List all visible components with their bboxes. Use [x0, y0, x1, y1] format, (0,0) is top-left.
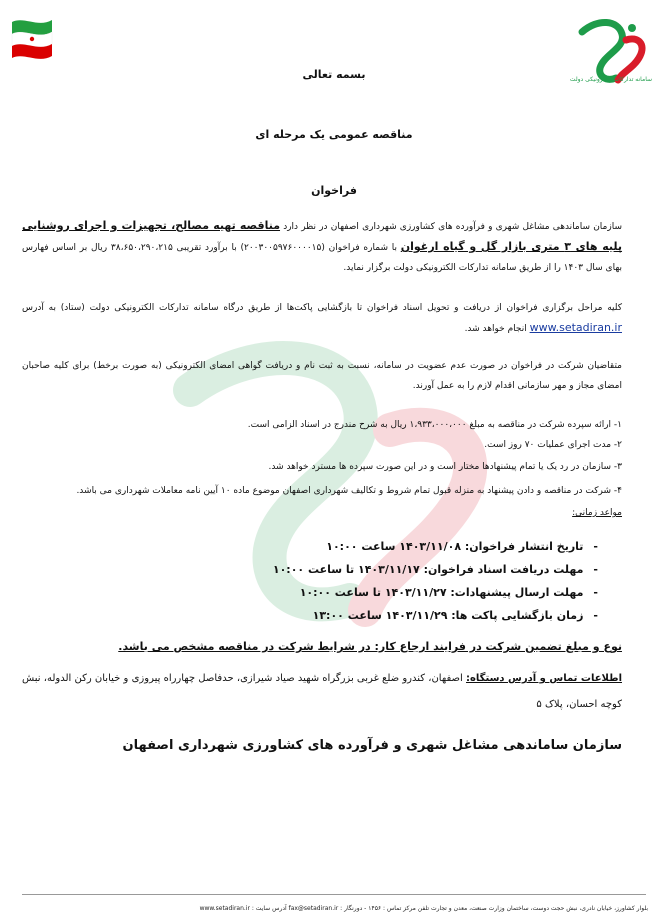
bullet-dash-icon: -: [593, 540, 598, 553]
deadlines-heading: مواعد زمانی:: [572, 508, 622, 518]
deadline-opening: زمان بازگشایی پاکت ها: ۱۴۰۳/۱۱/۲۹ ساعت ۱۳:۰۰: [312, 609, 584, 622]
condition-item: ۲- مدت اجرای عملیات ۷۰ روز است.: [484, 440, 622, 450]
tender-subject: مناقصه تهیه مصالح، تجهیزات و اجرای روشنایی پلیه های ۳ متری بازار گل و گیاه ارغوان: [22, 219, 623, 253]
deadline-item: [313, 609, 598, 622]
deadline-item: [300, 586, 598, 599]
footer-contact: بلوار کشاورز، خیابان نادری، نبش حجت دوست، ساختمان وزارت صنعت، معدن و تجارت تلفن مرکز تماس : ۱۴۵۶ - دورنگار : fax@setadiran.ir آدرس سایت : www.setadiran.ir: [199, 905, 648, 912]
footer-divider: [22, 894, 646, 895]
condition-item: ۴- شرکت در مناقصه و دادن پیشنهاد به منزله قبول تمام شروط و تکالیف شهرداری اصفهان موضوع ماده ۱۰ آیین نامه معاملات شهرداری می باشد.: [76, 486, 622, 496]
deadline-submit: مهلت ارسال پیشنهادات: ۱۴۰۳/۱۱/۲۷ تا ساعت ۱۰:۰۰: [299, 586, 584, 599]
basmala-heading: بسمه تعالی: [302, 68, 366, 81]
setad-logo-icon: [560, 14, 660, 96]
intro-part1: سازمان ساماندهی مشاغل شهری و فرآورده های کشاورزی شهرداری اصفهان در نظر دارد: [283, 222, 622, 232]
deadline-receive-docs: مهلت دریافت اسناد فراخوان: ۱۴۰۳/۱۱/۱۷ تا ساعت ۱۰:۰۰: [272, 563, 584, 576]
call-title: فراخوان: [311, 184, 357, 197]
process-tail: انجام خواهد شد.: [464, 324, 527, 334]
contact-label: اطلاعات تماس و آدرس دستگاه:: [466, 673, 622, 684]
intro-part2: با شماره فراخوان (۲۰۰۳۰۰۵۹۷۶۰۰۰۰۱۵) با برآورد تقریبی ۳۸،۶۵۰،۲۹۰،۲۱۵ ریال بر اساس فهارس بهای سال ۱۴۰۳ را از طریق سامانه تدارکات الکترونیکی دولت برگزار نماید.: [22, 243, 622, 273]
contact-address: اصفهان، کندرو ضلع غربی بزرگراه شهید صیاد شیرازی، حدفاصل چهارراه پیروزی و خیابان رکن الدوله، نبش کوچه احسان، پلاک ۵: [22, 673, 622, 710]
guarantee-line: نوع و مبلغ تضمین شرکت در فرایند ارجاع کار: در شرایط شرکت در مناقصه مشخص می باشد.: [118, 640, 622, 653]
intro-paragraph: [22, 216, 622, 278]
condition-item: ۱- ارائه سپرده شرکت در مناقصه به مبلغ ۱،۹۳۳،۰۰۰،۰۰۰ ریال به شرح مندرج در اسناد الزامی است.: [247, 420, 622, 430]
deadline-item: [273, 563, 598, 576]
bullet-dash-icon: -: [593, 563, 598, 576]
condition-item: ۳- سازمان در رد یک یا تمام پیشنهادها مختار است و در این صورت سپرده ها مسترد خواهد شد.: [268, 462, 622, 472]
tender-type-title: مناقصه عمومی یک مرحله ای: [255, 128, 413, 141]
setadiran-link[interactable]: www.setadiran.ir: [529, 321, 622, 334]
logo-text: سامانه تدارکات الکترونیکی دولت: [569, 76, 653, 83]
process-paragraph: [22, 298, 622, 339]
iran-flag-icon: [8, 14, 56, 70]
applicants-paragraph: متقاضیان شرکت در فراخوان در صورت عدم عضویت در سامانه، نسبت به ثبت نام و دریافت گواهی امضای الکترونیکی (به صورت برخط) برای کلیه صاحبان امضای مجاز و مهر سازمانی اقدام لازم را به عمل آورند.: [22, 361, 622, 391]
bullet-dash-icon: -: [593, 586, 598, 599]
process-text: کلیه مراحل برگزاری فراخوان از دریافت و تحویل اسناد فراخوان تا بازگشایی پاکت‌ها از طریق درگاه سامانه تدارکات الکترونیکی دولت (ستاد) به آدرس: [22, 303, 622, 313]
organization-signature: سازمان ساماندهی مشاغل شهری و فرآورده های کشاورزی شهرداری اصفهان: [122, 738, 622, 753]
deadline-publish: تاریخ انتشار فراخوان: ۱۴۰۳/۱۱/۰۸ ساعت ۱۰:۰۰: [326, 540, 584, 553]
contact-paragraph: [22, 666, 622, 718]
bullet-dash-icon: -: [593, 609, 598, 622]
deadline-item: [326, 540, 598, 553]
